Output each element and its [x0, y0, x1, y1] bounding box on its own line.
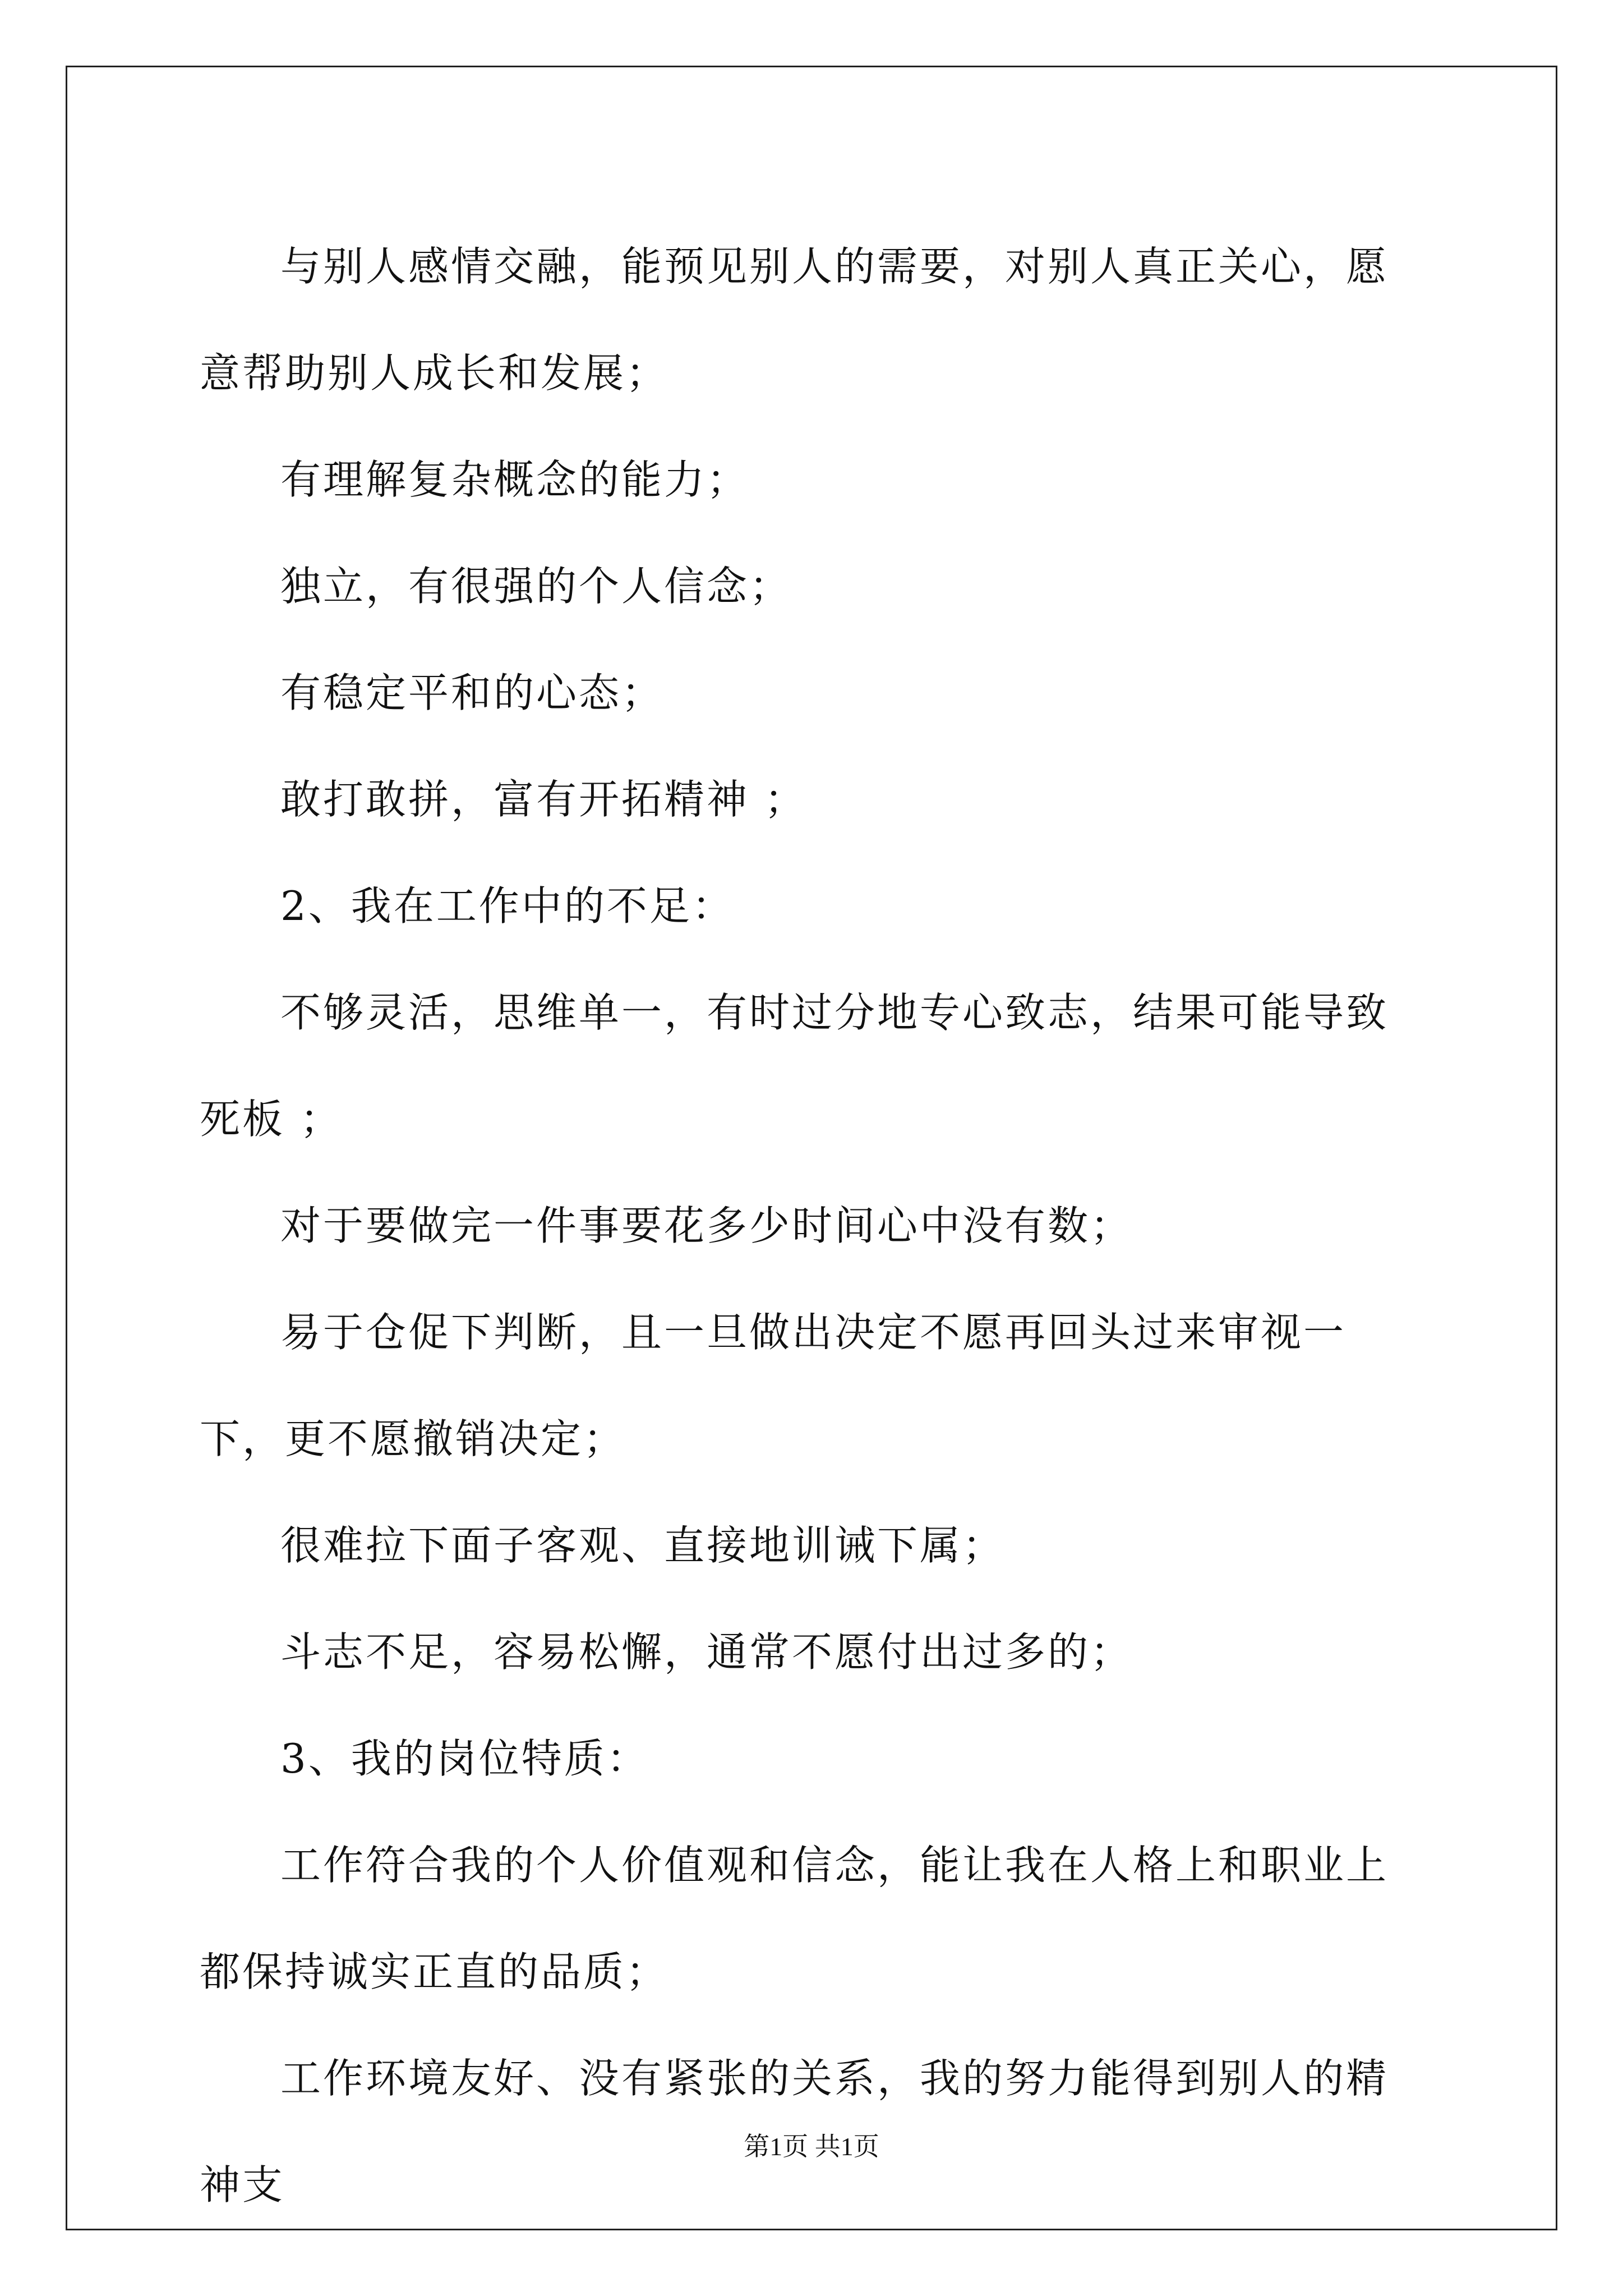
- paragraph-6: 不够灵活，思维单一，有时过分地专心致志，结果可能导致死板 ；: [200, 989, 1389, 1143]
- section-heading-3: 3、我的岗位特质：: [280, 1735, 649, 1782]
- paragraph-5: 敢打敢拼，富有开拓精神 ；: [280, 776, 807, 823]
- document-body: [200, 213, 1428, 2238]
- paragraph-9: 很难拉下面子客观、直接地训诫下属；: [280, 1522, 1006, 1569]
- paragraph-12: 工作环境友好、没有紧张的关系，我的努力能得到别人的精神支: [200, 2055, 1389, 2208]
- paragraph-7: 对于要做完一件事要花多少时间心中没有数；: [280, 1202, 1133, 1249]
- paragraph-1: 与别人感情交融，能预见别人的需要，对别人真正关心，愿意帮助别人成长和发展；: [200, 243, 1389, 397]
- paragraph-10: 斗志不足，容易松懈，通常不愿付出过多的；: [280, 1628, 1133, 1676]
- paragraph-4: 有稳定平和的心态；: [280, 669, 665, 716]
- paragraph-3: 独立，有很强的个人信念；: [280, 563, 792, 610]
- section-heading-2: 2、我在工作中的不足：: [280, 882, 735, 930]
- paragraph-11: 工作符合我的个人价值观和信念，能让我在人格上和职业上都保持诚实正直的品质；: [200, 1842, 1389, 1995]
- paragraph-8: 易于仓促下判断，且一旦做出决定不愿再回头过来审视一下，更不愿撤销决定；: [200, 1309, 1347, 1462]
- page-number-footer: 第1页 共1页: [744, 2132, 879, 2161]
- paragraph-2: 有理解复杂概念的能力；: [280, 456, 750, 503]
